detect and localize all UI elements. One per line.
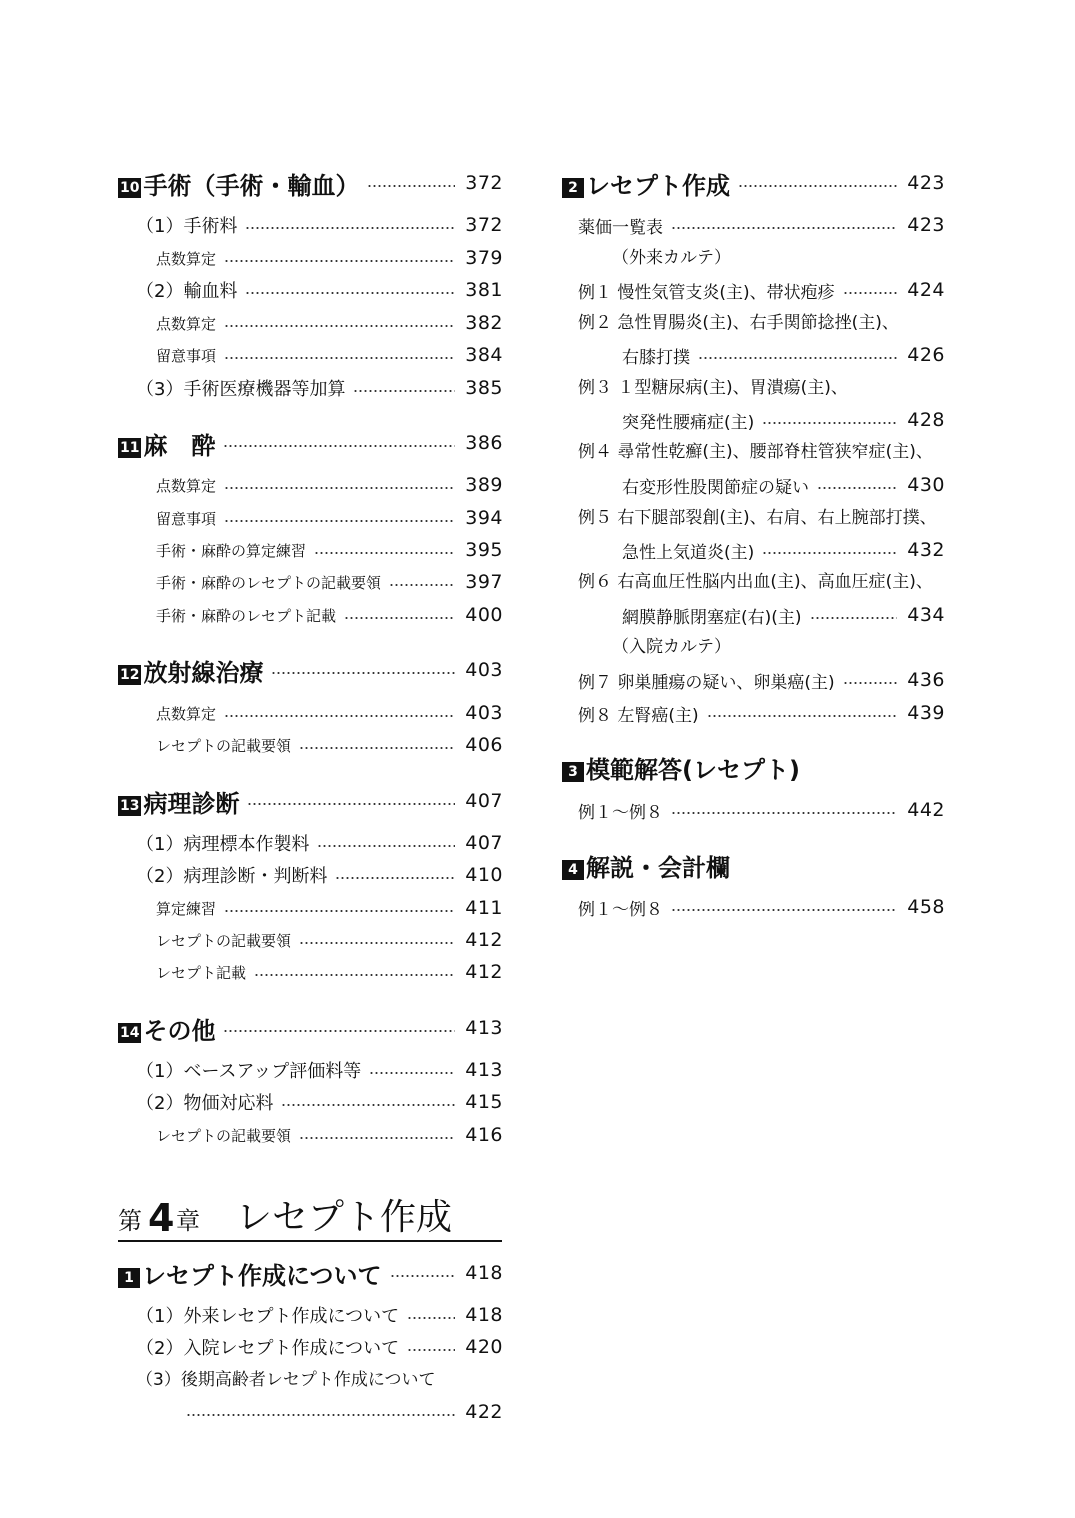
leader-dots bbox=[671, 227, 897, 229]
toc-label-text: 手術・麻酔のレセプト記載 bbox=[156, 606, 337, 625]
page-number: 422 bbox=[465, 1401, 503, 1423]
leader-dots bbox=[245, 292, 455, 294]
page-number: 395 bbox=[465, 539, 503, 561]
toc-section-heading[interactable] bbox=[118, 168, 503, 198]
leader-dots bbox=[224, 910, 455, 912]
toc-label bbox=[562, 895, 663, 920]
leader-dots bbox=[707, 715, 898, 717]
toc-label bbox=[118, 1089, 273, 1115]
toc-entry[interactable] bbox=[118, 373, 503, 403]
toc-label bbox=[118, 212, 237, 238]
toc-entry[interactable] bbox=[118, 1300, 503, 1330]
toc-section-heading[interactable] bbox=[562, 850, 945, 880]
toc-label-text: レセプト作成 bbox=[586, 171, 730, 200]
toc-label-text: 放射線治療 bbox=[143, 658, 264, 687]
page-number: 412 bbox=[465, 929, 503, 951]
toc-entry[interactable] bbox=[118, 730, 503, 760]
toc-entry[interactable] bbox=[118, 600, 503, 630]
toc-label-text: 急性上気道炎(主) bbox=[622, 542, 755, 563]
page-number: 423 bbox=[907, 172, 945, 194]
toc-label bbox=[118, 1125, 291, 1146]
toc-label-text: その他 bbox=[143, 1016, 216, 1045]
toc-label-text: 麻 酔 bbox=[143, 431, 216, 460]
toc-label-text: 突発性腰痛症(主) bbox=[622, 412, 755, 433]
toc-label bbox=[118, 898, 216, 919]
leader-dots bbox=[762, 422, 897, 424]
section-number-badge: 13 bbox=[120, 797, 140, 814]
page-number: 418 bbox=[465, 1304, 503, 1326]
page-number: 372 bbox=[465, 172, 503, 194]
toc-entry[interactable] bbox=[118, 860, 503, 890]
section-number-badge: 11 bbox=[120, 439, 140, 456]
toc-label-text: （2）輸血料 bbox=[136, 281, 238, 302]
leader-dots bbox=[335, 877, 455, 879]
toc-entry[interactable] bbox=[118, 308, 503, 338]
toc-entry[interactable] bbox=[118, 503, 503, 533]
toc-label bbox=[118, 313, 216, 334]
toc-label bbox=[562, 213, 663, 238]
page-number: 413 bbox=[465, 1059, 503, 1081]
toc-section-heading[interactable] bbox=[118, 1258, 503, 1288]
page-number: 423 bbox=[907, 214, 945, 236]
toc-label-text: 留意事項 bbox=[156, 346, 217, 365]
toc-label bbox=[118, 508, 216, 529]
leader-dots bbox=[224, 325, 455, 327]
toc-label bbox=[118, 605, 336, 626]
leader-dots bbox=[407, 1349, 455, 1351]
leader-dots bbox=[224, 715, 455, 717]
toc-label-text: 病理診断 bbox=[143, 789, 240, 818]
section-number-badge: 2 bbox=[562, 178, 584, 198]
toc-entry[interactable] bbox=[118, 340, 503, 370]
toc-label bbox=[562, 166, 730, 201]
toc-label bbox=[562, 538, 754, 563]
chapter-title: レセプト作成 bbox=[236, 1197, 453, 1238]
toc-label-text: 例８ 左腎癌(主) bbox=[578, 705, 699, 726]
leader-dots bbox=[247, 803, 455, 805]
chapter-number: 4 bbox=[148, 1196, 175, 1240]
leader-dots bbox=[390, 1275, 456, 1277]
page-number: 436 bbox=[907, 669, 945, 691]
toc-label-text: 例１～例８ bbox=[578, 899, 663, 920]
leader-dots bbox=[671, 812, 897, 814]
toc-label-text: 解説・会計欄 bbox=[586, 853, 730, 882]
toc-label bbox=[118, 862, 327, 888]
toc-label-text: レセプト作成について bbox=[142, 1261, 382, 1290]
toc-entry[interactable] bbox=[118, 1120, 503, 1150]
page-number: 407 bbox=[465, 832, 503, 854]
toc-label bbox=[562, 408, 754, 433]
toc-entry[interactable] bbox=[562, 698, 945, 728]
toc-text: （入院カルテ） bbox=[612, 637, 731, 657]
toc-label bbox=[118, 248, 216, 269]
section-number-badge: 3 bbox=[562, 762, 584, 782]
page-number: 389 bbox=[465, 474, 503, 496]
toc-entry[interactable] bbox=[118, 210, 503, 240]
leader-dots bbox=[369, 1072, 455, 1074]
toc-text: 例４ 尋常性乾癬(主)、腰部脊柱管狭窄症(主)、 bbox=[578, 442, 933, 462]
toc-entry[interactable] bbox=[562, 665, 945, 695]
toc-entry[interactable] bbox=[562, 795, 945, 825]
toc-text: 例２ 急性胃腸炎(主)、右手関節捻挫(主)、 bbox=[578, 313, 899, 333]
page-number: 410 bbox=[465, 864, 503, 886]
toc-label-text: レセプトの記載要領 bbox=[156, 1126, 292, 1145]
leader-dots bbox=[389, 584, 455, 586]
toc-label-text: （3）手術医療機器等加算 bbox=[136, 379, 346, 400]
leader-dots bbox=[353, 390, 455, 392]
leader-dots bbox=[698, 357, 897, 359]
toc-label bbox=[118, 830, 309, 856]
toc-label bbox=[118, 572, 381, 593]
leader-dots bbox=[843, 682, 898, 684]
toc-label bbox=[118, 475, 216, 496]
toc-label bbox=[118, 166, 359, 201]
toc-label bbox=[118, 735, 291, 756]
leader-dots bbox=[186, 1414, 455, 1416]
toc-entry[interactable] bbox=[118, 893, 503, 923]
toc-label-text: 例１ 慢性気管支炎(主)、帯状疱疹 bbox=[578, 282, 835, 303]
leader-dots bbox=[407, 1317, 455, 1319]
page-number: 432 bbox=[907, 539, 945, 561]
toc-label-text: 手術・麻酔の算定練習 bbox=[156, 541, 307, 560]
toc-label bbox=[118, 375, 345, 401]
section-number-badge: 12 bbox=[120, 666, 140, 683]
toc-section-heading[interactable] bbox=[562, 752, 945, 782]
toc-label-text: 手術・麻酔のレセプトの記載要領 bbox=[156, 573, 382, 592]
page-number: 385 bbox=[465, 377, 503, 399]
page-number: 411 bbox=[465, 897, 503, 919]
section-number-badge: 1 bbox=[118, 1268, 140, 1288]
toc-label bbox=[118, 540, 306, 561]
toc-label bbox=[562, 668, 835, 693]
page-number: 384 bbox=[465, 344, 503, 366]
chapter-prefix: 第 bbox=[118, 1207, 142, 1235]
toc-label bbox=[118, 1011, 215, 1046]
toc-text: 例５ 右下腿部裂創(主)、右肩、右上腕部打撲、 bbox=[578, 508, 937, 528]
leader-dots bbox=[224, 520, 455, 522]
section-number-badge: 14 bbox=[120, 1024, 140, 1041]
leader-dots bbox=[314, 552, 455, 554]
toc-label bbox=[562, 343, 690, 368]
toc-entry[interactable] bbox=[118, 535, 503, 565]
section-number-badge: 4 bbox=[562, 860, 584, 880]
toc-text: 例６ 右高血圧性脳内出血(主)、高血圧症(主)、 bbox=[578, 572, 933, 592]
page-number: 394 bbox=[465, 507, 503, 529]
toc-label bbox=[118, 703, 216, 724]
toc-label-text: 模範解答(レセプト) bbox=[586, 755, 800, 784]
toc-label bbox=[562, 750, 800, 785]
toc-text: （外来カルテ） bbox=[612, 248, 731, 268]
leader-dots bbox=[223, 1030, 455, 1032]
toc-entry[interactable] bbox=[562, 405, 945, 435]
toc-label-text: （1）手術料 bbox=[136, 216, 238, 237]
toc-label bbox=[562, 848, 730, 883]
toc-entry[interactable] bbox=[562, 470, 945, 500]
page-number: 416 bbox=[465, 1124, 503, 1146]
page-number: 428 bbox=[907, 409, 945, 431]
toc-label bbox=[118, 930, 291, 951]
toc-label-text: 例７ 卵巣腫瘍の疑い、卵巣癌(主) bbox=[578, 672, 835, 693]
leader-dots bbox=[299, 942, 455, 944]
leader-dots bbox=[367, 185, 455, 187]
page-number: 372 bbox=[465, 214, 503, 236]
toc-label bbox=[118, 784, 239, 819]
page-number: 424 bbox=[907, 279, 945, 301]
leader-dots bbox=[762, 552, 897, 554]
leader-dots bbox=[224, 260, 455, 262]
toc-entry[interactable] bbox=[118, 1087, 503, 1117]
toc-label bbox=[562, 278, 835, 303]
page-number: 382 bbox=[465, 312, 503, 334]
toc-label bbox=[118, 277, 237, 303]
toc-section-heading[interactable] bbox=[118, 655, 503, 685]
toc-label-text: （1）病理標本作製料 bbox=[136, 834, 310, 855]
page-number: 430 bbox=[907, 474, 945, 496]
page-number: 403 bbox=[465, 702, 503, 724]
page-number: 442 bbox=[907, 799, 945, 821]
toc-entry[interactable] bbox=[118, 567, 503, 597]
chapter-suffix: 章 bbox=[176, 1207, 200, 1235]
page-number: 426 bbox=[907, 344, 945, 366]
toc-entry[interactable] bbox=[118, 925, 503, 955]
toc-text: 例３ １型糖尿病(主)、胃潰瘍(主)、 bbox=[578, 378, 848, 398]
toc-label bbox=[118, 426, 215, 461]
toc-label bbox=[562, 473, 809, 498]
page-number: 407 bbox=[465, 790, 503, 812]
toc-entry[interactable] bbox=[562, 535, 945, 565]
toc-entry[interactable] bbox=[562, 275, 945, 305]
toc-label-text: レセプトの記載要領 bbox=[156, 736, 292, 755]
leader-dots bbox=[271, 672, 455, 674]
toc-entry[interactable] bbox=[118, 1332, 503, 1362]
toc-label bbox=[562, 701, 699, 726]
toc-text: （3）後期高齢者レセプト作成について bbox=[136, 1370, 436, 1390]
toc-label-text: 点数算定 bbox=[156, 704, 217, 723]
toc-label bbox=[118, 962, 246, 983]
toc-label-text: 点数算定 bbox=[156, 314, 217, 333]
toc-entry[interactable] bbox=[118, 1055, 503, 1085]
page-number: 458 bbox=[907, 896, 945, 918]
toc-label bbox=[118, 1057, 361, 1083]
toc-section-heading[interactable] bbox=[118, 428, 503, 458]
toc-label-text: レセプトの記載要領 bbox=[156, 931, 292, 950]
leader-dots bbox=[281, 1104, 455, 1106]
toc-entry[interactable] bbox=[118, 243, 503, 273]
toc-label-text: レセプト記載 bbox=[156, 963, 247, 982]
toc-label bbox=[118, 1334, 399, 1360]
toc-entry[interactable] bbox=[562, 210, 945, 240]
leader-dots bbox=[245, 227, 455, 229]
leader-dots bbox=[817, 487, 897, 489]
leader-dots bbox=[810, 617, 898, 619]
page-number: 379 bbox=[465, 247, 503, 269]
page-number: 434 bbox=[907, 604, 945, 626]
page-number: 413 bbox=[465, 1017, 503, 1039]
toc-label-text: 右膝打撲 bbox=[622, 347, 690, 368]
leader-dots bbox=[344, 617, 455, 619]
toc-label bbox=[118, 653, 263, 688]
toc-label bbox=[118, 1302, 399, 1328]
page-number: 381 bbox=[465, 279, 503, 301]
toc-label-text: （2）入院レセプト作成について bbox=[136, 1338, 400, 1359]
page-number: 415 bbox=[465, 1091, 503, 1113]
toc-label-text: （2）病理診断・判断料 bbox=[136, 866, 328, 887]
toc-entry[interactable] bbox=[118, 470, 503, 500]
toc-label-text: 点数算定 bbox=[156, 249, 217, 268]
toc-label-text: （1）外来レセプト作成について bbox=[136, 1306, 400, 1327]
toc-entry[interactable] bbox=[118, 957, 503, 987]
toc-label bbox=[118, 1256, 382, 1291]
toc-label-text: 算定練習 bbox=[156, 899, 217, 918]
toc-label-text: 手術（手術・輸血） bbox=[143, 171, 360, 200]
toc-label-text: 例１～例８ bbox=[578, 802, 663, 823]
toc-label-text: （2）物価対応料 bbox=[136, 1093, 274, 1114]
toc-section-heading[interactable] bbox=[118, 1013, 503, 1043]
toc-entry[interactable] bbox=[118, 275, 503, 305]
toc-entry[interactable] bbox=[118, 1397, 503, 1427]
toc-label bbox=[118, 345, 216, 366]
leader-dots bbox=[254, 974, 455, 976]
leader-dots bbox=[224, 357, 455, 359]
page-number: 412 bbox=[465, 961, 503, 983]
leader-dots bbox=[223, 445, 455, 447]
leader-dots bbox=[224, 487, 455, 489]
page-number: 418 bbox=[465, 1262, 503, 1284]
toc-label-text: 網膜静脈閉塞症(右)(主) bbox=[622, 607, 802, 628]
toc-entry[interactable] bbox=[562, 600, 945, 630]
toc-entry[interactable] bbox=[118, 698, 503, 728]
section-number-badge: 10 bbox=[120, 179, 140, 196]
toc-label-text: 右変形性股関節症の疑い bbox=[622, 477, 809, 498]
toc-entry[interactable] bbox=[562, 892, 945, 922]
page-number: 406 bbox=[465, 734, 503, 756]
page-number: 400 bbox=[465, 604, 503, 626]
leader-dots bbox=[317, 845, 455, 847]
chapter-heading bbox=[118, 1190, 502, 1242]
leader-dots bbox=[299, 747, 455, 749]
toc-label bbox=[562, 798, 663, 823]
toc-section-heading[interactable] bbox=[118, 786, 503, 816]
toc-label-text: 薬価一覧表 bbox=[578, 217, 663, 238]
toc-entry[interactable] bbox=[118, 828, 503, 858]
toc-section-heading[interactable] bbox=[562, 168, 945, 198]
page-number: 397 bbox=[465, 571, 503, 593]
toc-label-text: 点数算定 bbox=[156, 476, 217, 495]
leader-dots bbox=[299, 1137, 455, 1139]
leader-dots bbox=[738, 185, 897, 187]
page-number: 420 bbox=[465, 1336, 503, 1358]
toc-label-text: 留意事項 bbox=[156, 509, 217, 528]
leader-dots bbox=[671, 909, 897, 911]
page-number: 403 bbox=[465, 659, 503, 681]
toc-label-text: （1）ベースアップ評価料等 bbox=[136, 1061, 362, 1082]
toc-entry[interactable] bbox=[562, 340, 945, 370]
page-number: 386 bbox=[465, 432, 503, 454]
page-number: 439 bbox=[907, 702, 945, 724]
leader-dots bbox=[843, 292, 898, 294]
toc-label bbox=[562, 603, 802, 628]
